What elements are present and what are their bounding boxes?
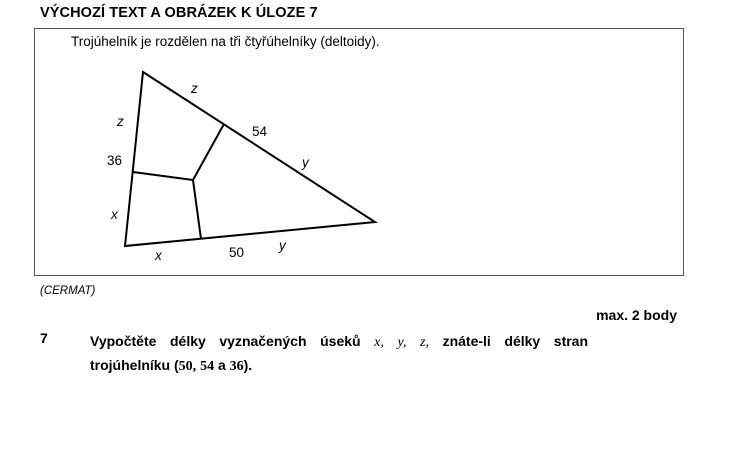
word-and: a [217,357,226,373]
source-credit: (CERMAT) [40,285,96,297]
question-line-2 [90,354,588,378]
segment-bottom-to-center [193,180,201,239]
question-line-1 [90,330,588,354]
num-50: 50 [178,359,193,374]
label-y-right: y [302,155,309,170]
var-y: y [397,335,403,350]
segment-left-to-center [133,172,193,180]
label-x-bottom: x [155,248,162,263]
task-heading: VÝCHOZÍ TEXT A OBRÁZEK K ÚLOZE 7 [40,5,318,21]
comma: , [425,335,429,350]
label-50: 50 [229,245,245,260]
triangle-outline [125,72,375,246]
question-part-1: Vypočtěte délky vyznačených úseků [90,333,361,349]
label-y-bottom: y [279,238,286,253]
question-part-3: trojúhelníku ( [90,357,179,373]
question-number: 7 [40,330,48,346]
segment-top-to-center [193,124,224,180]
question-part-2: znáte-li délky stran [442,333,589,349]
question-text [90,330,588,378]
question-part-4: ). [243,357,253,373]
num-54: 54 [200,359,215,374]
var-z: z [420,335,426,350]
num-36: 36 [229,359,244,374]
comma: , [380,335,384,350]
comma: , [192,359,197,374]
label-z-left: z [117,114,124,129]
label-x-left: x [111,207,118,222]
figure-box [34,28,684,276]
var-x: x [374,335,381,350]
label-36: 36 [107,153,123,168]
label-z-top: z [191,81,198,96]
triangle-diagram [35,29,683,275]
label-54: 54 [252,124,268,139]
comma: , [402,335,407,350]
max-points: max. 2 body [596,307,677,323]
intro-text: Trojúhelník je rozdělen na tři čtyřúhelníky (deltoidy). [71,34,380,49]
